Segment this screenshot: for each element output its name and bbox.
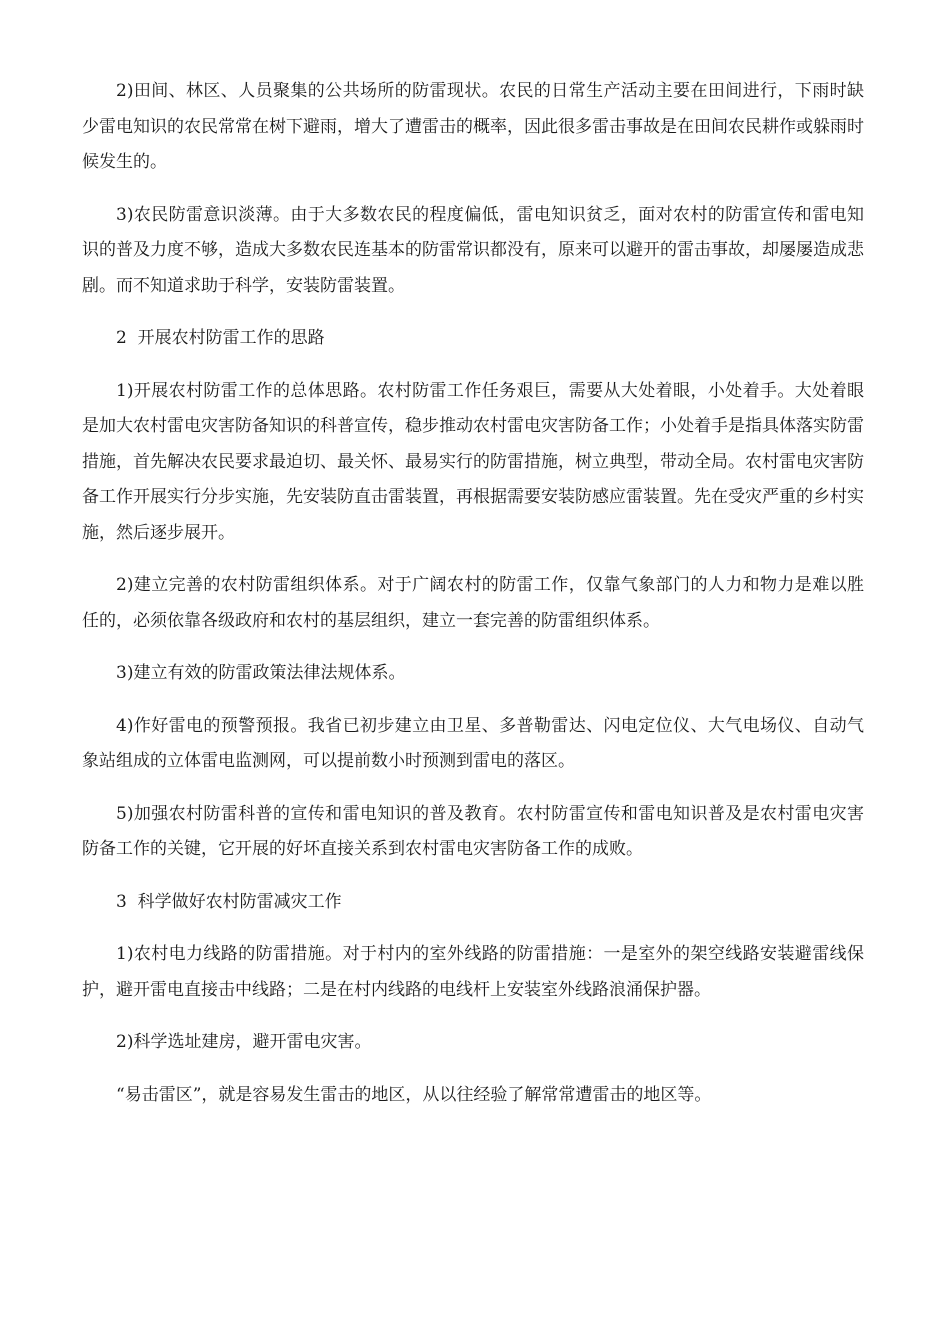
paragraph-lightning-prone-area: “易击雷区”，就是容易发生雷击的地区，从以往经验了解常常遭雷击的地区等。 <box>116 1084 712 1105</box>
paragraph-power-line-protection: 1)农村电力线路的防雷措施。对于村内的室外线路的防雷措施：一是室外的架空线路安装避雷线保护，避开雷电直接击中线路；二是在村内线路的电线杆上安装室外线路浪涌保护器。 <box>82 944 864 1000</box>
paragraph-site-selection: 2)科学选址建房，避开雷电灾害。 <box>116 1032 372 1052</box>
paragraph-farmer-awareness: 3)农民防雷意识淡薄。由于大多数农民的程度偏低，雷电知识贫乏，面对农村的防雷宣传和雷电知识的普及力度不够，造成大多数农民连基本的防雷常识都没有，原来可以避开的雷击事故，却屡屡造成悲剧。而不知道求助于科学，安装防雷装置。 <box>82 204 864 296</box>
paragraph-legal-system: 3)建立有效的防雷政策法律法规体系。 <box>116 663 406 683</box>
document-body <box>82 74 864 1113</box>
paragraph-overall-approach: 1)开展农村防雷工作的总体思路。农村防雷工作任务艰巨，需要从大处着眼，小处着手。大处着眼是加大农村雷电灾害防备知识的科普宣传，稳步推动农村雷电灾害防备工作；小处着手是指具体落实防雷措施，首先解决农民要求最迫切、最关怀、最易实行的防雷措施，树立典型，带动全局。农村雷电灾害防备工作开展实行分步实施，先安装防直击雷装置，再根据需要安装防感应雷装置。先在受灾严重的乡村实施，然后逐步展开。 <box>82 380 864 543</box>
paragraph-science-education: 5)加强农村防雷科普的宣传和雷电知识的普及教育。农村防雷宣传和雷电知识普及是农村雷电灾害防备工作的关键，它开展的好坏直接关系到农村雷电灾害防备工作的成败。 <box>82 803 864 859</box>
section-heading-3: 3 科学做好农村防雷减灾工作 <box>116 891 342 912</box>
paragraph-field-lightning-status: 2)田间、林区、人员聚集的公共场所的防雷现状。农民的日常生产活动主要在田间进行，下雨时缺少雷电知识的农民常常在树下避雨，增大了遭雷击的概率，因此很多雷击事故是在田间农民耕作或躲雨时候发生的。 <box>82 81 864 172</box>
paragraph-organization-system: 2)建立完善的农村防雷组织体系。对于广阔农村的防雷工作，仅靠气象部门的人力和物力是难以胜任的，必须依靠各级政府和农村的基层组织，建立一套完善的防雷组织体系。 <box>82 575 864 631</box>
paragraph-early-warning: 4)作好雷电的预警预报。我省已初步建立由卫星、多普勒雷达、闪电定位仪、大气电场仪、自动气象站组成的立体雷电监测网，可以提前数小时预测到雷电的落区。 <box>82 715 864 771</box>
section-heading-2: 2 开展农村防雷工作的思路 <box>116 328 325 348</box>
